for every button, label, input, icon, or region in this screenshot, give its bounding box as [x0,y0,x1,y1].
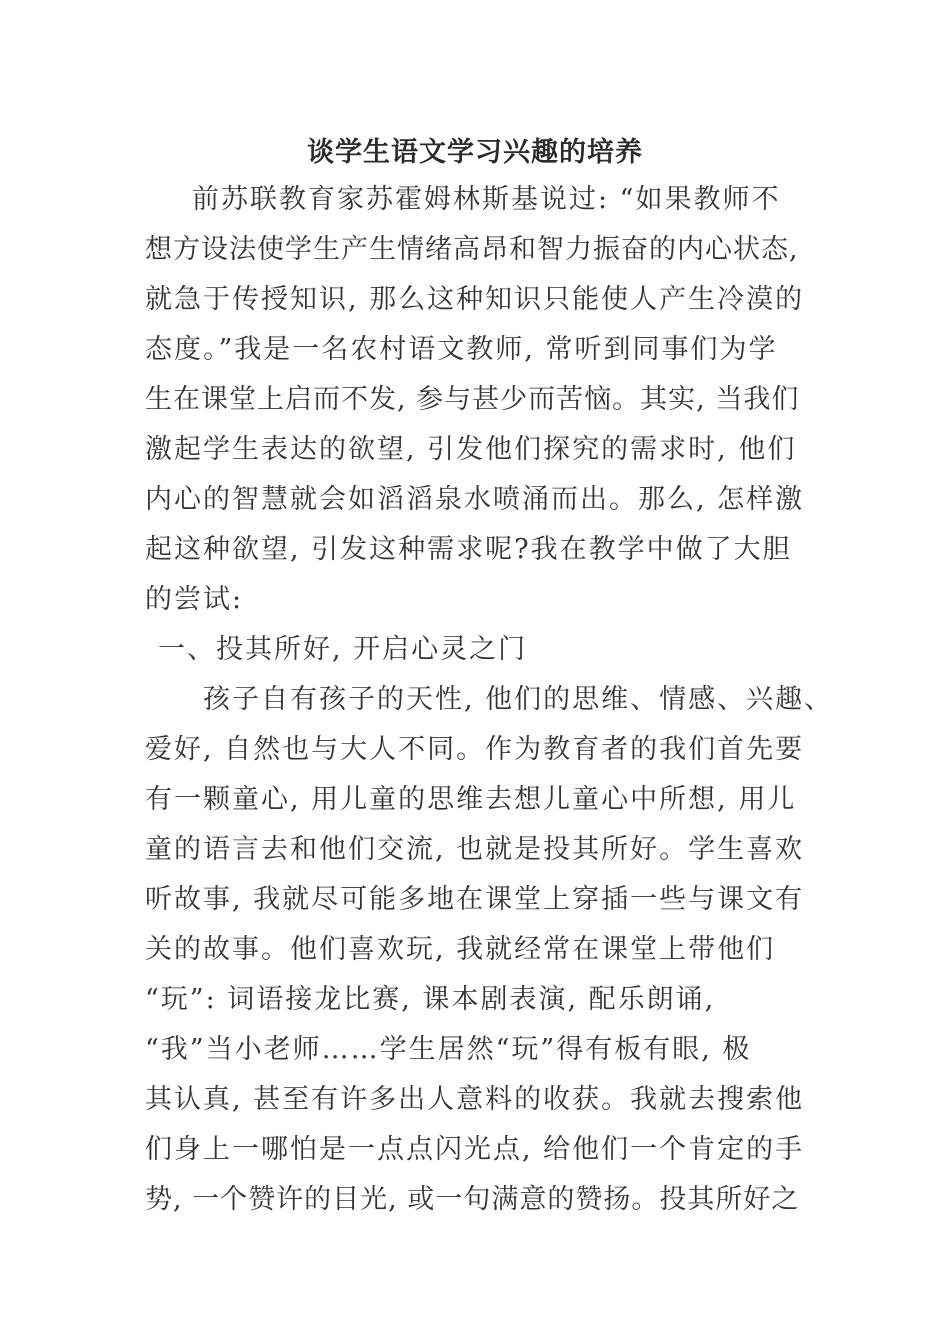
paragraph-line: 们身上一哪怕是一点点闪光点, 给他们一个肯定的手 [145,1134,805,1165]
paragraph-line: 其认真, 甚至有许多出人意料的收获。我就去搜索他 [145,1084,805,1115]
paragraph-line: 内心的智慧就会如滔滔泉水喷涌而出。那么, 怎样激 [145,484,805,515]
paragraph-line: 想方设法使学生产生情绪高昂和智力振奋的内心状态, [145,234,799,265]
paragraph-line: 激起学生表达的欲望, 引发他们探究的需求时, 他们 [145,434,797,465]
paragraph-line: 爱好, 自然也与大人不同。作为教育者的我们首先要 [145,734,805,765]
paragraph-line: 关的故事。他们喜欢玩, 我就经常在课堂上带他们 [145,934,776,965]
paragraph-line: “我”当小老师……学生居然“玩”得有板有眼, 极 [145,1034,752,1065]
paragraph-line: 有一颗童心, 用儿童的思维去想儿童心中所想, 用儿 [145,784,797,815]
paragraph-line: 前苏联教育家苏霍姆林斯基说过: “如果教师不 [192,184,781,215]
paragraph-line: 生在课堂上启而不发, 参与甚少而苦恼。其实, 当我们 [145,384,800,415]
paragraph-line: “玩”: 词语接龙比赛, 课本剧表演, 配乐朗诵, [145,984,716,1015]
paragraph-line: 势, 一个赞许的目光, 或一句满意的赞扬。投其所好之 [145,1184,800,1215]
paragraph-line: 童的语言去和他们交流, 也就是投其所好。学生喜欢 [145,834,805,865]
paragraph-line: 态度。”我是一名农村语文教师, 常听到同事们为学 [145,334,778,365]
paragraph-line: 就急于传授知识, 那么这种知识只能使人产生冷漠的 [145,284,805,315]
paragraph-line: 听故事, 我就尽可能多地在课堂上穿插一些与课文有 [145,884,805,915]
paragraph-line: 起这种欲望, 引发这种需求呢?我在教学中做了大胆 [145,534,792,565]
section-heading: 一、投其所好, 开启心灵之门 [158,634,528,665]
paragraph-line: 孩子自有孩子的天性, 他们的思维、情感、兴趣、 [203,684,834,715]
document-title: 谈学生语文学习兴趣的培养 [307,137,643,168]
paragraph-line: 的尝试: [145,584,244,615]
